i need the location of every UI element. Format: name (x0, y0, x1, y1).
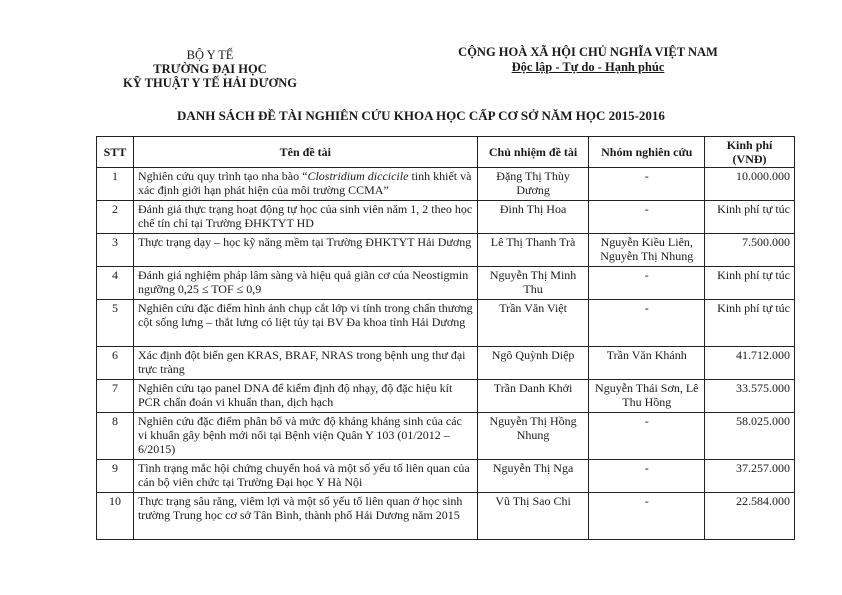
header-cost: Kinh phí (VNĐ) (705, 137, 795, 168)
table-row (97, 380, 795, 413)
cell-stt: 9 (97, 460, 134, 493)
cell-cost: 58.025.000 (705, 413, 795, 460)
cell-title: Nghiên cứu đặc điểm hình ảnh chụp cắt lớp vi tính trong chấn thương cột sống lưng – thắt lưng có liệt tủy tại BV Đa khoa tỉnh Hải Dương (133, 300, 477, 347)
cell-stt: 10 (97, 493, 134, 540)
cell-cost: 22.584.000 (705, 493, 795, 540)
header-left (110, 48, 310, 90)
cell-group: - (589, 413, 705, 460)
table-row (97, 413, 795, 460)
cell-title: Nghiên cứu tạo panel DNA để kiểm định độ nhạy, độ đặc hiệu kít PCR chẩn đoán vi khuẩn than, dịch hạch (133, 380, 477, 413)
cell-cost: 10.000.000 (705, 168, 795, 201)
header-right (438, 45, 738, 75)
cell-lead: Vũ Thị Sao Chi (477, 493, 589, 540)
cell-stt: 8 (97, 413, 134, 460)
national-title: CỘNG HOÀ XÃ HỘI CHỦ NGHĨA VIỆT NAM (458, 45, 718, 59)
cell-stt: 5 (97, 300, 134, 347)
cell-group: Nguyễn Kiều Liên, Nguyễn Thị Nhung (589, 234, 705, 267)
cell-stt: 2 (97, 201, 134, 234)
cell-group: - (589, 460, 705, 493)
cell-group: Trần Văn Khánh (589, 347, 705, 380)
cell-lead: Trần Danh Khởi (477, 380, 589, 413)
cell-group: - (589, 168, 705, 201)
national-motto: Độc lập - Tự do - Hạnh phúc (511, 60, 665, 74)
header-lead: Chủ nhiệm đề tài (477, 137, 589, 168)
table-row (97, 201, 795, 234)
title-text-italic: Clostridium diccicile (307, 169, 409, 183)
cell-lead: Ngô Quỳnh Diệp (477, 347, 589, 380)
ministry-name: BỘ Y TẾ (186, 48, 234, 62)
header-stt: STT (97, 137, 134, 168)
cell-cost: Kinh phí tự túc (705, 300, 795, 347)
cell-stt: 6 (97, 347, 134, 380)
table-row (97, 267, 795, 300)
cell-lead: Đặng Thị Thùy Dương (477, 168, 589, 201)
cell-group: - (589, 201, 705, 234)
table-header-row (97, 137, 795, 168)
cell-title: Đánh giá nghiệm pháp lâm sàng và hiệu quả giãn cơ của Neostigmin ngưỡng 0,25 ≤ TOF ≤ 0,9 (133, 267, 477, 300)
cell-cost: Kinh phí tự túc (705, 267, 795, 300)
cell-stt: 1 (97, 168, 134, 201)
cell-cost: 37.257.000 (705, 460, 795, 493)
cell-lead: Nguyễn Thị Minh Thu (477, 267, 589, 300)
document-title: DANH SÁCH ĐỀ TÀI NGHIÊN CỨU KHOA HỌC CẤP CƠ SỞ NĂM HỌC 2015-2016 (177, 108, 665, 123)
title-text-pre: Nghiên cứu quy trình tạo nha bào “ (137, 169, 308, 183)
cell-title: Nghiên cứu đặc điểm phân bố và mức độ kháng kháng sinh của các vi khuẩn gây bệnh mới nổi tại Bệnh viện Quân Y 103 (01/2012 – 6/2015) (133, 413, 477, 460)
header-title: Tên đề tài (133, 137, 477, 168)
table-row (97, 234, 795, 267)
cell-cost: 41.712.000 (705, 347, 795, 380)
cell-group: Nguyễn Thái Sơn, Lê Thu Hồng (589, 380, 705, 413)
university-name-line1: TRƯỜNG ĐẠI HỌC (153, 62, 267, 76)
table-row (97, 460, 795, 493)
table-row (97, 493, 795, 540)
cell-group: - (589, 493, 705, 540)
university-name-line2: KỸ THUẬT Y TẾ HẢI DƯƠNG (123, 76, 297, 90)
cell-group: - (589, 267, 705, 300)
cell-title: Thực trạng dạy – học kỹ năng mềm tại Trường ĐHKTYT Hải Dương (133, 234, 477, 267)
header-group: Nhóm nghiên cứu (589, 137, 705, 168)
cell-title: Xác định đột biến gen KRAS, BRAF, NRAS trong bệnh ung thư đại trực tràng (133, 347, 477, 380)
cell-title: Tình trạng mắc hội chứng chuyển hoá và một số yếu tố liên quan của cán bộ viên chức tại Trường Đại học Y Hà Nội (133, 460, 477, 493)
table-row (97, 347, 795, 380)
cell-cost: Kinh phí tự túc (705, 201, 795, 234)
cell-title: Thực trạng sâu răng, viêm lợi và một số yếu tố liên quan ở học sinh trường Trung học cơ sở Tân Bình, thành phố Hải Dương năm 2015 (133, 493, 477, 540)
cell-stt: 7 (97, 380, 134, 413)
cell-group: - (589, 300, 705, 347)
cell-cost: 33.575.000 (705, 380, 795, 413)
cell-lead: Nguyễn Thị Hồng Nhung (477, 413, 589, 460)
cell-lead: Trần Văn Việt (477, 300, 589, 347)
cell-lead: Đinh Thị Hoa (477, 201, 589, 234)
cell-cost: 7.500.000 (705, 234, 795, 267)
cell-stt: 3 (97, 234, 134, 267)
table-row (97, 168, 795, 201)
cell-title (133, 168, 477, 201)
cell-stt: 4 (97, 267, 134, 300)
table-row (97, 300, 795, 347)
cell-title: Đánh giá thực trạng hoạt động tự học của sinh viên năm 1, 2 theo học chế tín chỉ tại Trường ĐHKTYT HD (133, 201, 477, 234)
title-text-post: tinh khiết và xác định giới hạn phát hiện của môi trường CCMA” (137, 169, 472, 197)
research-topics-table (96, 136, 795, 540)
cell-lead: Lê Thị Thanh Trà (477, 234, 589, 267)
cell-lead: Nguyễn Thị Nga (477, 460, 589, 493)
